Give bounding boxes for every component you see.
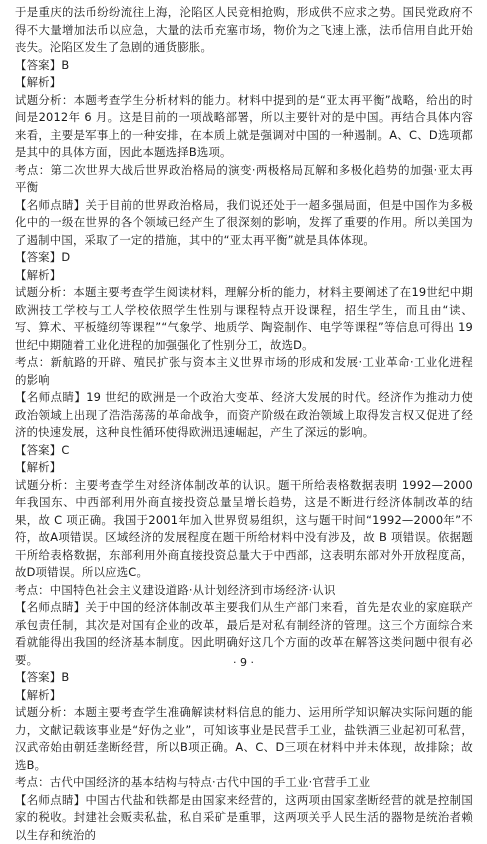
exam-point: 考点：新航路的开辟、殖民扩张与资本主义世界市场的形成和发展·工业革命·工业化进程的影响 xyxy=(15,354,473,389)
analysis-text: 试题分析：主要考查学生对经济体制改革的认识。题干所给表格数据表明 1992—2000 年我国东、中西部利用外商直接投资总量呈增长趋势，这是不断进行经济体制改革的结果，故 C 项正确。我国于2001年加入世界贸易组织，这与题干时间“1992—2000年”不符，故A项错误。区域经济的发展程度在题干所给材料中没有涉及，故 B 项错误。依据题干所给表格数据，东部利用外商直接投资总量大于中西部，这表明东部对外开放程度高，故D项错误。所以应选C。 xyxy=(15,477,473,582)
paragraph-intro: 于是重庆的法币纷纷流往上海，沦陷区人民竞相抢购，形成供不应求之势。国民党政府不得不大量增加法币以应急，大量的法币充塞市场，物价为之飞速上涨，法币信用自此开始丧失。沦陷区发生了急剧的通货膨胀。 xyxy=(15,4,473,57)
expert-comment: 【名师点睛】中国古代盐和铁都是由国家来经营的，这两项由国家垄断经营的就是控制国家的税收。封建社会贩卖私盐，私自采矿是重罪，这两项关乎人民生活的器物是统治者赖以生存和统治的 xyxy=(15,792,473,844)
exam-point: 考点：古代中国经济的基本结构与特点·古代中国的手工业·官营手工业 xyxy=(15,774,473,792)
analysis-text: 试题分析：本题主要考查学生阅读材料，理解分析的能力，材料主要阐述了在19世纪中期欧洲技工学校与工人学校依照学生性别与课程特点开设课程，招生学生，而且由“读、写、算术、平板缝纫等课程”“气象学、地质学、陶瓷制作、电学等课程”等信息可得出 19 世纪中期随着工业化进程的加强强化了性别分工，故选D。 xyxy=(15,284,473,354)
answer-label: 【答案】D xyxy=(15,249,473,267)
analysis-text: 试题分析：本题主要考查学生准确解读材料信息的能力、运用所学知识解决实际问题的能力，文献记载该事业是“好伪之业”，可知该事业是民营手工业，盐铁酒三业起初可私营，汉武帝始由朝廷垄断经营，所以B项正确。A、C、D三项在材料中并未体现，故排除；故选B。 xyxy=(15,704,473,774)
analysis-label: 【解析】 xyxy=(15,267,473,285)
document-body xyxy=(15,4,473,844)
analysis-label: 【解析】 xyxy=(15,74,473,92)
expert-comment: 【名师点睛】19 世纪的欧洲是一个政治大变革、经济大发展的时代。经济作为推动力使政治领域上出现了浩浩荡荡的革命战争，而资产阶级在政治领域上取得发言权又促进了经济的快速发展，这种良性循环使得欧洲迅速崛起，产生了深远的影响。 xyxy=(15,389,473,442)
answer-label: 【答案】B xyxy=(15,57,473,75)
expert-comment: 【名师点睛】关于中国的经济体制改革主要我们从生产部门来看，首先是农业的家庭联产承包责任制，其次是对国有企业的改革，最后是对私有制经济的管理。这三个方面综合来看就能得出我国的经济基本制度。因此明确好这几个方面的改革在解答这类问题中很有必要。 xyxy=(15,599,473,669)
analysis-label: 【解析】 xyxy=(15,687,473,705)
page-number: · 9 · xyxy=(0,656,487,670)
answer-label: 【答案】C xyxy=(15,442,473,460)
answer-label: 【答案】B xyxy=(15,669,473,687)
expert-comment: 【名师点睛】关于目前的世界政治格局，我们说还处于一超多强局面，但是中国作为多极化中的一级在世界的各个领域已经产生了很深刻的影响，发挥了重要的作用。所以美国为了遏制中国，采取了一定的措施，其中的“亚太再平衡”就是具体体现。 xyxy=(15,197,473,250)
exam-point: 考点：中国特色社会主义建设道路·从计划经济到市场经济·认识 xyxy=(15,582,473,600)
exam-point: 考点：第二次世界大战后世界政治格局的演变·两极格局瓦解和多极化趋势的加强·亚太再平衡 xyxy=(15,162,473,197)
analysis-label: 【解析】 xyxy=(15,459,473,477)
analysis-text: 试题分析：本题考查学生分析材料的能力。材料中提到的是“亚太再平衡”战略，给出的时间是2012年 6 月。这是目前的一项战略部署，所以主要针对的是中国。再结合具体内容来看，主要是军事上的一种安排，在本质上就是强调对中国的一种遏制。A、C、D选项都是其中的具体方面，因此本题选择B选项。 xyxy=(15,92,473,162)
